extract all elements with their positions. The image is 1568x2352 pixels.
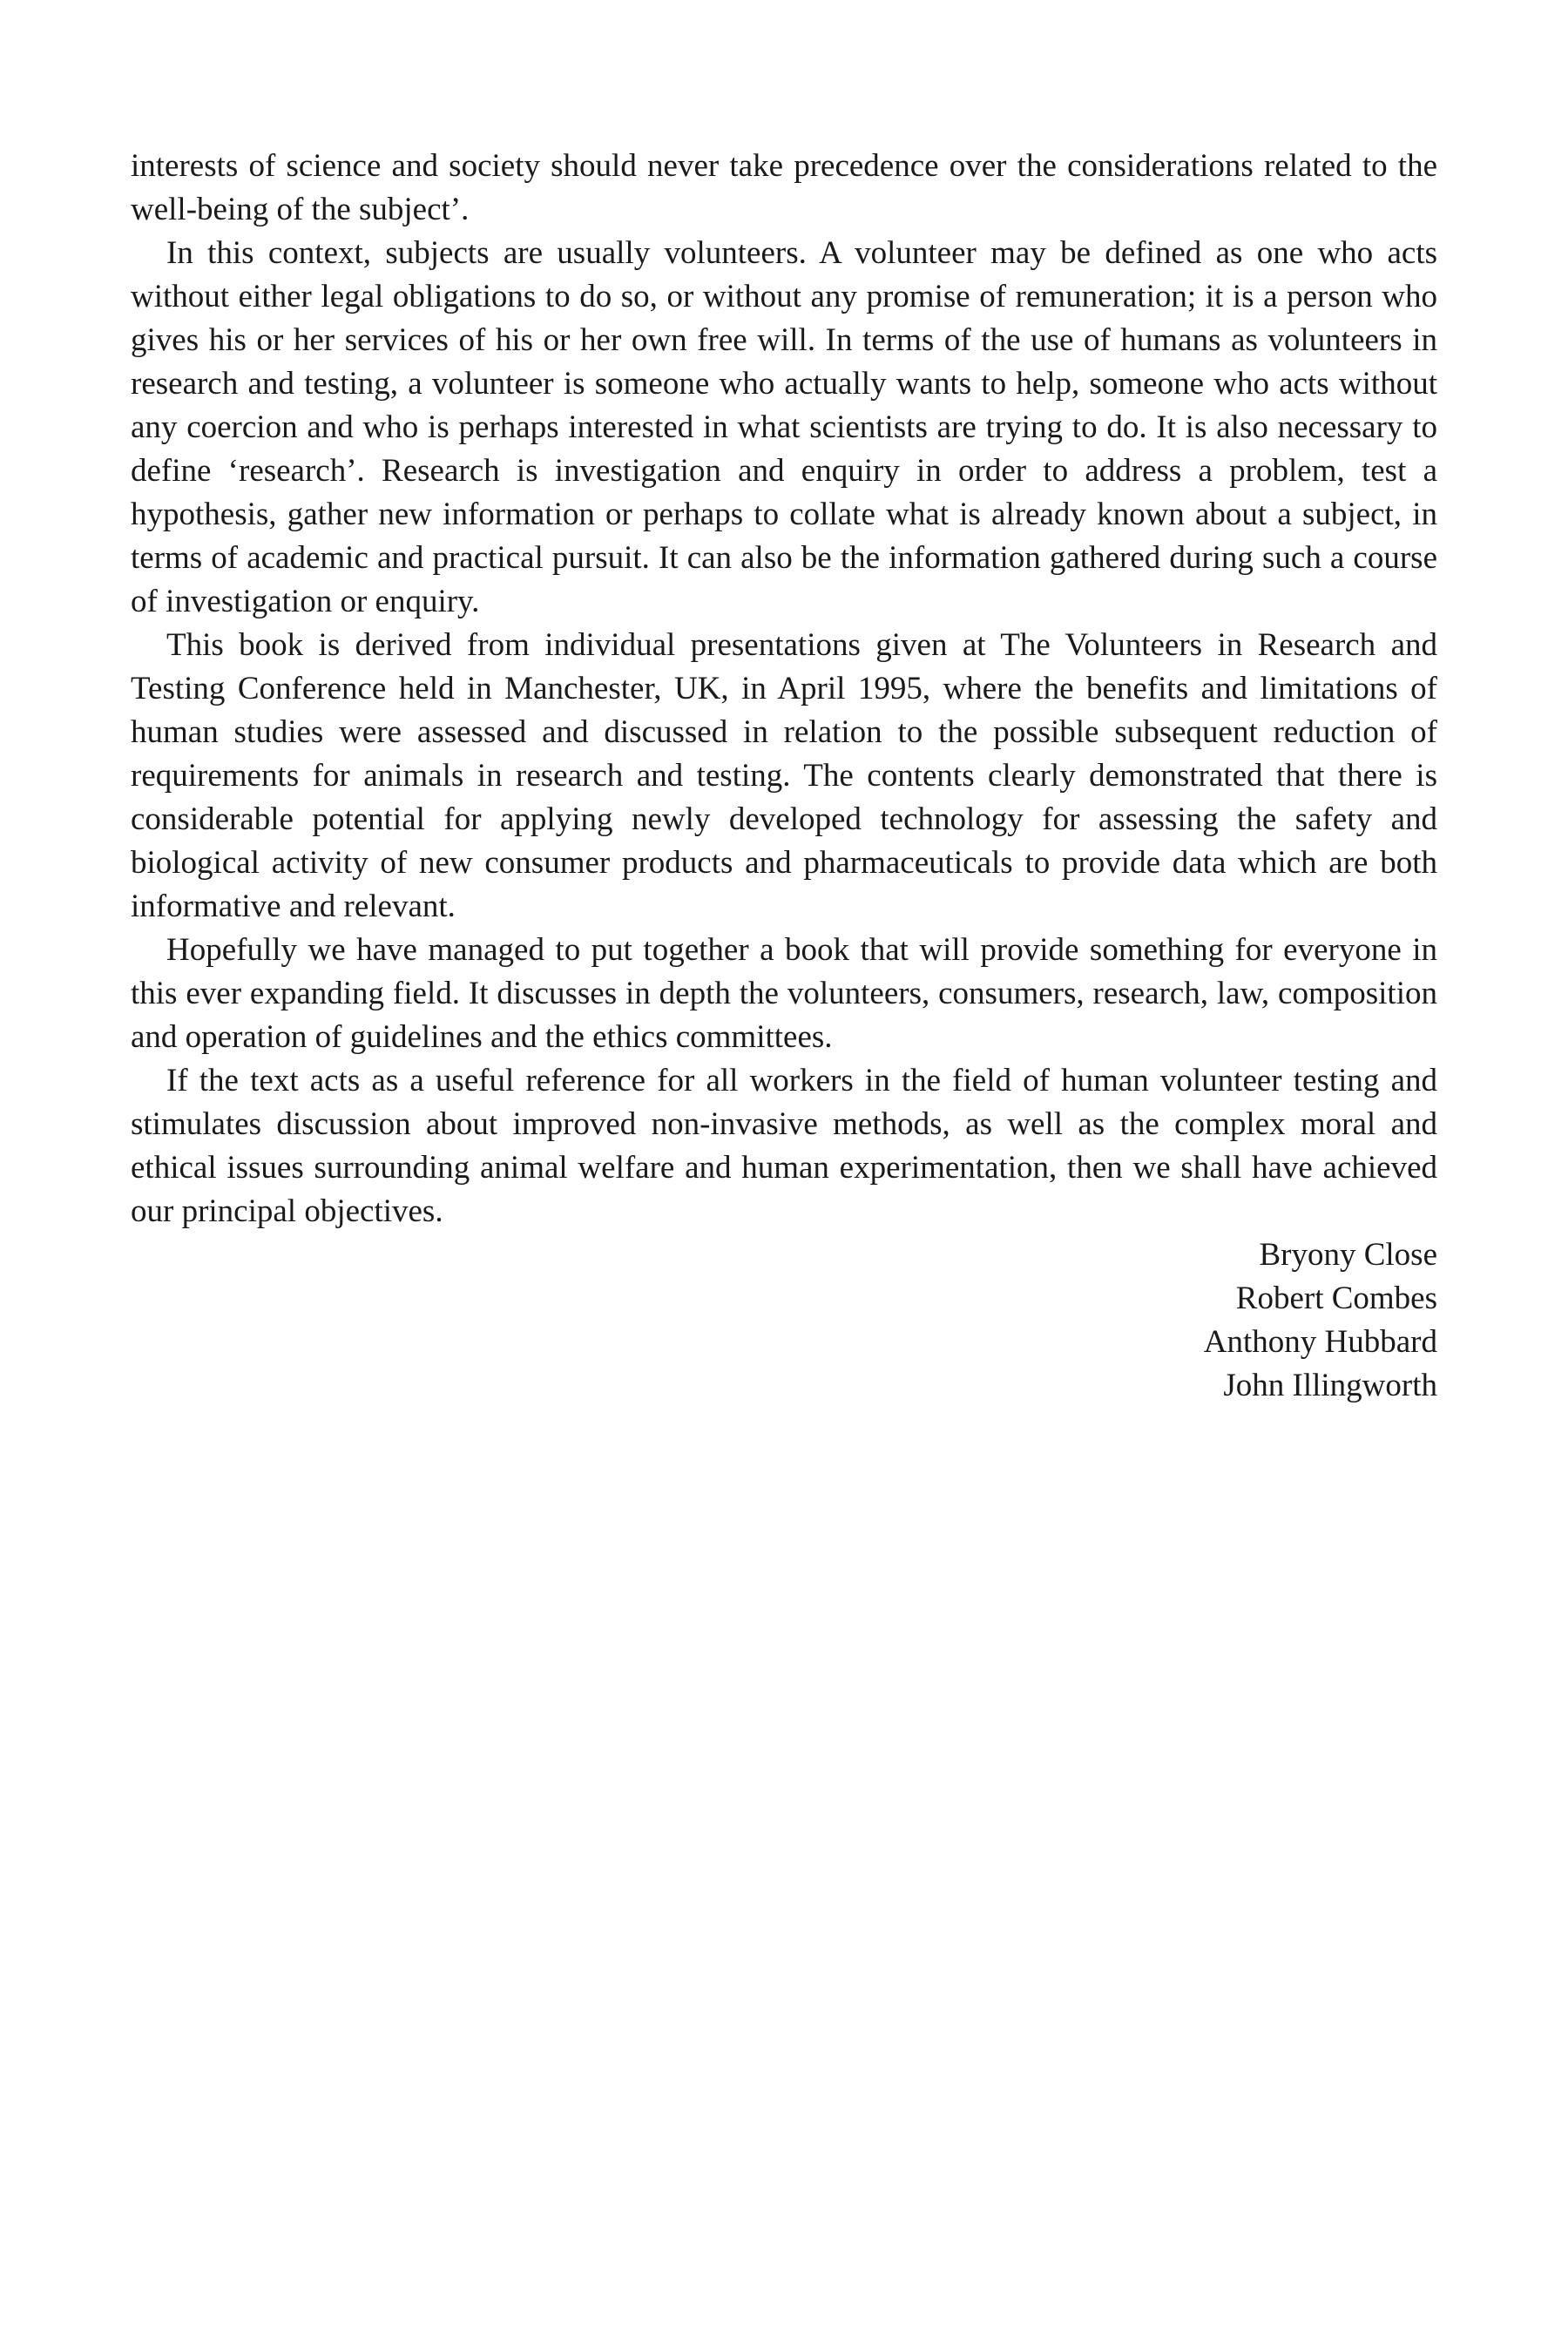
paragraph-book-scope: Hopefully we have managed to put together a book that will provide something for everyone in this ever expanding field. It discusses in depth the volunteers, consumers, research, law, composition and operation of guidelines and the ethics committees.: [131, 932, 1437, 1055]
signature-block: [131, 1233, 1437, 1408]
body-text: [131, 145, 1437, 1408]
paragraph-objectives: If the text acts as a useful reference for all workers in the field of human volunteer testing and stimulates discussion about improved non-invasive methods, as well as the complex moral and ethical issues surrounding animal welfare and human experimentation, then we shall have achieved our principal objectives.: [131, 1063, 1437, 1229]
paragraph-conference: This book is derived from individual presentations given at The Volunteers in Research and Testing Conference held in Manchester, UK, in April 1995, where the benefits and limitations of human studies were assessed and discussed in relation to the possible subsequent reduction of requirements for animals in research and testing. The contents clearly demonstrated that there is considerable potential for applying newly developed technology for assessing the safety and biological activity of new consumer products and pharmaceuticals to provide data which are both informative and relevant.: [131, 627, 1437, 924]
signatory-name: Anthony Hubbard: [1203, 1324, 1437, 1360]
signatory-name: Robert Combes: [1235, 1281, 1437, 1316]
paragraph-volunteers: In this context, subjects are usually volunteers. A volunteer may be defined as one who acts without either legal obligations to do so, or without any promise of remuneration; it is a person who gives his or her services of his or her own free will. In terms of the use of humans as volunteers in research and testing, a volunteer is someone who actually wants to help, someone who acts without any coercion and who is perhaps interested in what scientists are trying to do. It is also necessary to define ‘research’. Research is investigation and enquiry in order to address a problem, test a hypothesis, gather new information or perhaps to collate what is already known about a subject, in terms of academic and practical pursuit. It can also be the information gathered during such a course of investigation or enquiry.: [131, 235, 1437, 619]
paragraph-continued: interests of science and society should never take precedence over the considerations related to the well-being of the subject’.: [131, 148, 1437, 227]
signatory-name: John Illingworth: [1223, 1368, 1437, 1403]
signatory-name: Bryony Close: [1259, 1237, 1437, 1273]
